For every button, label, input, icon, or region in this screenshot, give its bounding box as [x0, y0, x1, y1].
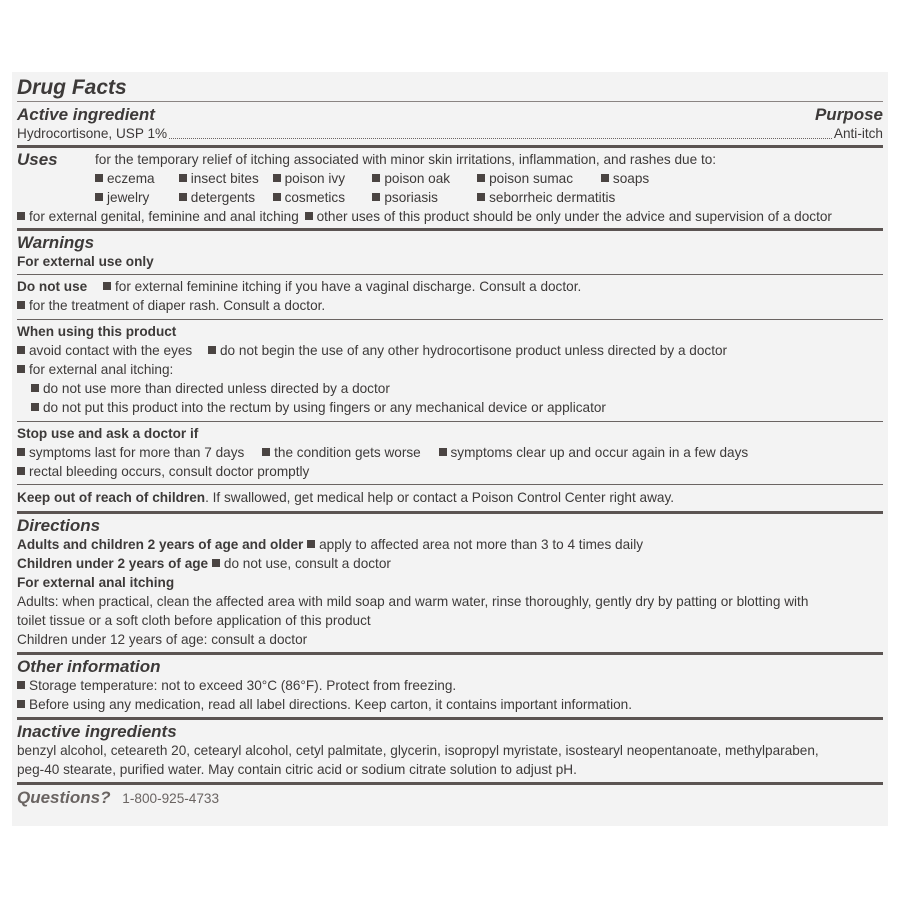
warning-item: do not begin the use of any other hydrocortisone product unless directed by a doctor — [220, 343, 728, 358]
direction-text: Adults: when practical, clean the affected area with mild soap and warm water, rinse thoroughly, gently dry by patting or blotting with — [17, 594, 809, 609]
other-information-section — [17, 657, 883, 714]
bullet-icon — [601, 174, 609, 182]
divider — [17, 145, 883, 148]
divider — [17, 319, 883, 320]
list-item: eczema — [107, 171, 155, 186]
list-item: poison oak — [384, 171, 451, 186]
warning-item: avoid contact with the eyes — [29, 343, 193, 358]
bullet-icon — [31, 384, 39, 392]
bullet-icon — [307, 540, 315, 548]
warning-item: do not use more than directed unless directed by a doctor — [43, 381, 390, 396]
divider — [17, 274, 883, 275]
phone-number: 1-800-925-4733 — [122, 791, 220, 806]
info-item: Storage temperature: not to exceed 30°C (86°F). Protect from freezing. — [29, 678, 457, 693]
uses-heading: Uses — [17, 150, 58, 169]
warnings-heading: Warnings — [17, 233, 95, 252]
bullet-icon — [17, 681, 25, 689]
direction-text: Children under 12 years of age: consult a doctor — [17, 632, 308, 647]
external-use-only: For external use only — [17, 254, 154, 269]
direction-text: do not use, consult a doctor — [223, 556, 391, 571]
divider — [17, 484, 883, 485]
bullet-icon — [477, 174, 485, 182]
inactive-ingredients-text: peg-40 stearate, purified water. May contain citric acid or sodium citrate solution to adjust pH. — [17, 762, 577, 777]
directions-heading: Directions — [17, 516, 101, 535]
list-item: jewelry — [107, 190, 150, 205]
bullet-icon — [273, 174, 281, 182]
stop-use-block — [17, 424, 883, 481]
bullet-icon — [17, 700, 25, 708]
dot-leader — [169, 138, 832, 139]
list-item: poison ivy — [284, 171, 346, 186]
bullet-icon — [95, 193, 103, 201]
uses-intro: for the temporary relief of itching associated with minor skin irritations, inflammation, and rashes due to: — [95, 152, 717, 167]
divider — [17, 511, 883, 514]
uses-list-row-1 — [95, 169, 716, 188]
divider — [17, 228, 883, 231]
uses-list-row-2 — [95, 188, 716, 207]
other-information-heading: Other information — [17, 657, 161, 676]
inactive-ingredients-heading: Inactive ingredients — [17, 722, 177, 741]
direction-text: toilet tissue or a soft cloth before application of this product — [17, 613, 371, 628]
when-using-label: When using this product — [17, 324, 177, 339]
directions-section — [17, 516, 883, 649]
bullet-icon — [17, 448, 25, 456]
do-not-use-label: Do not use — [17, 279, 88, 294]
active-ingredient-heading: Active ingredient — [17, 105, 155, 124]
stop-use-label: Stop use and ask a doctor if — [17, 426, 199, 441]
divider — [17, 717, 883, 720]
divider — [17, 652, 883, 655]
list-item: psoriasis — [384, 190, 438, 205]
bullet-icon — [17, 212, 25, 220]
bullet-icon — [17, 467, 25, 475]
bullet-icon — [477, 193, 485, 201]
uses-extra-line: for external genital, feminine and anal itching other uses of this product should be only under the advice and supervision of a doctor — [17, 207, 883, 226]
bullet-icon — [372, 193, 380, 201]
active-ingredient-section — [17, 105, 883, 143]
warnings-section — [17, 233, 883, 271]
do-not-use-block — [17, 277, 883, 315]
list-item: soaps — [612, 171, 650, 186]
drug-facts-panel — [12, 72, 888, 826]
bullet-icon — [208, 346, 216, 354]
purpose-heading: Purpose — [814, 105, 883, 124]
info-item: Before using any medication, read all label directions. Keep carton, it contains important information. — [29, 697, 632, 712]
keep-out-text: . If swallowed, get medical help or contact a Poison Control Center right away. — [205, 490, 675, 505]
inactive-ingredients-text: benzyl alcohol, ceteareth 20, cetearyl alcohol, cetyl palmitate, glycerin, isopropyl myristate, isostearyl neopentanoate, methylparaben, — [17, 743, 819, 758]
bullet-icon — [179, 193, 187, 201]
bullet-icon — [305, 212, 313, 220]
bullet-icon — [262, 448, 270, 456]
bullet-icon — [31, 403, 39, 411]
direction-text: apply to affected area not more than 3 to 4 times daily — [319, 537, 644, 552]
warning-item: do not put this product into the rectum by using fingers or any mechanical device or applicator — [43, 400, 606, 415]
adults-label: Adults and children 2 years of age and older — [17, 537, 304, 552]
questions-section — [17, 788, 883, 808]
warning-item: symptoms last for more than 7 days — [29, 445, 245, 460]
warning-item: symptoms clear up and occur again in a few days — [450, 445, 749, 460]
bullet-icon — [372, 174, 380, 182]
purpose-value: Anti-itch — [833, 126, 883, 141]
list-item: poison sumac — [489, 171, 573, 186]
list-item: seborrheic dermatitis — [489, 190, 616, 205]
warning-item: for external anal itching: — [29, 362, 174, 377]
warning-item: rectal bleeding occurs, consult doctor promptly — [29, 464, 310, 479]
bullet-icon — [273, 193, 281, 201]
anal-itching-label: For external anal itching — [17, 575, 175, 590]
keep-out-label: Keep out of reach of children — [17, 490, 206, 505]
when-using-block — [17, 322, 883, 417]
questions-heading: Questions? — [17, 788, 111, 807]
children-label: Children under 2 years of age — [17, 556, 209, 571]
bullet-icon — [103, 282, 111, 290]
keep-out-of-reach — [17, 488, 883, 507]
bullet-icon — [179, 174, 187, 182]
warning-item: the condition gets worse — [274, 445, 421, 460]
warning-item: for external feminine itching if you have a vaginal discharge. Consult a doctor. — [115, 279, 582, 294]
divider — [17, 782, 883, 785]
bullet-icon — [17, 346, 25, 354]
divider — [17, 421, 883, 422]
active-ingredient-name: Hydrocortisone, USP 1% — [17, 126, 168, 141]
bullet-icon — [17, 301, 25, 309]
inactive-ingredients-section — [17, 722, 883, 779]
list-item: cosmetics — [284, 190, 345, 205]
bullet-icon — [95, 174, 103, 182]
bullet-icon — [17, 365, 25, 373]
uses-section — [17, 150, 883, 226]
warning-item: for the treatment of diaper rash. Consult a doctor. — [29, 298, 326, 313]
list-item: detergents — [190, 190, 256, 205]
list-item: insect bites — [190, 171, 259, 186]
divider — [17, 101, 883, 102]
bullet-icon — [439, 448, 447, 456]
bullet-icon — [212, 559, 220, 567]
drug-facts-title: Drug Facts — [17, 76, 127, 99]
